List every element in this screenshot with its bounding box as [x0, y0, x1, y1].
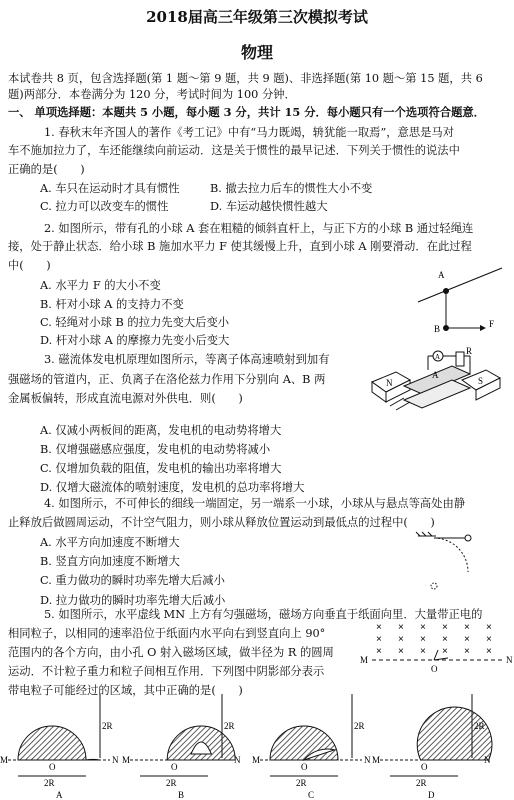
field-cross: ×: [464, 634, 470, 645]
intro-line-1: 本试卷共 8 页，包含选择题(第 1 题～第 9 题，共 9 题)、非选择题(第 10 题～第 15 题，共 6: [8, 72, 483, 85]
q2-line-1: 2. 如图所示，带有孔的小球 A 套在粗糙的倾斜直杆上，与正下方的小球 B 通过轻绳连: [44, 222, 474, 235]
q4-pendulum-figure: [404, 530, 484, 596]
q2-line-3: 中( ): [8, 259, 51, 272]
section-heading: 一、 单项选择题：本题共 5 小题，每小题 3 分，共计 15 分．每小题只有一个选项符合题意．: [8, 105, 485, 119]
q2-option-d: D. 杆对小球 A 的摩擦力先变小后变大: [40, 334, 230, 347]
q4-option-b: B. 竖直方向加速度不断增大: [40, 555, 180, 568]
q1-line-3: 正确的是( ): [8, 163, 85, 176]
option-letter: A: [56, 790, 63, 800]
q1-line-1: 1. 春秋末年齐国人的著作《考工记》中有“马力既竭，辀犹能一取焉”，意思是马对: [44, 126, 455, 139]
q3-label-s: S: [478, 376, 484, 386]
q1-option-b: B. 撤去拉力后车的惯性大小不变: [210, 182, 373, 195]
option-label-n: N: [484, 755, 491, 765]
option-shaded-region: [270, 726, 338, 760]
field-cross: ×: [376, 622, 382, 633]
option-width-label: 2R: [44, 778, 55, 788]
option-label-n: N: [112, 755, 119, 765]
option-height-label: 2R: [474, 721, 485, 731]
q3-label-n: N: [386, 378, 393, 388]
q3-generator-figure: [366, 348, 506, 416]
q1-option-c: C. 拉力可以改变车的惯性: [40, 200, 169, 213]
option-height-label: 2R: [354, 721, 365, 731]
q5-field-figure: [360, 620, 513, 676]
q4-option-c: C. 重力做功的瞬时功率先增大后减小: [40, 574, 225, 587]
option-label-m: M: [122, 755, 131, 765]
field-cross: ×: [464, 622, 470, 633]
q4-option-a: A. 水平方向加速度不断增大: [40, 536, 180, 549]
field-cross: ×: [420, 646, 426, 657]
q2-label-a: A: [438, 270, 445, 280]
q2-line-2: 接，处于静止状态．给小球 B 施加水平力 F 使其缓慢上升，直到小球 A 刚要滑动．在此过程: [8, 240, 472, 253]
q3-option-c: C. 仅增加负载的阻值，发电机的输出功率将增大: [40, 462, 282, 475]
field-cross: ×: [398, 622, 404, 633]
q3-line-1: 3. 磁流体发电机原理如图所示，等离子体高速喷射到加有: [44, 353, 330, 366]
exam-title: 2018届高三年级第三次模拟考试: [146, 8, 368, 26]
option-label-n: N: [234, 755, 241, 765]
field-cross: ×: [442, 634, 448, 645]
field-cross: ×: [486, 646, 492, 657]
option-width-label: 2R: [416, 778, 427, 788]
q4-option-d: D. 拉力做功的瞬时功率先增大后减小: [40, 594, 226, 607]
field-cross: ×: [420, 634, 426, 645]
field-cross: ×: [442, 646, 448, 657]
field-cross: ×: [486, 634, 492, 645]
q5-line-4: 运动．不计粒子重力和粒子间相互作用．下列图中阴影部分表示: [8, 665, 325, 678]
option-label-o: O: [301, 762, 308, 772]
option-label-n: N: [364, 755, 371, 765]
option-height-label: 2R: [224, 721, 235, 731]
q5-line-1: 5. 如图所示，水平虚线 MN 上方有匀强磁场，磁场方向垂直于纸面向里．大量带正电的: [44, 608, 483, 621]
q3-ammeter-label: A: [435, 353, 441, 361]
option-height-label: 2R: [102, 721, 113, 731]
q3-option-a: A. 仅减小两板间的距离，发电机的电动势将增大: [40, 424, 282, 437]
q5-label-m: M: [360, 655, 369, 665]
q4-line-1: 4. 如图所示，不可伸长的细线一端固定，另一端系一小球，小球从与悬点等高处由静: [44, 497, 466, 510]
option-letter: B: [178, 790, 185, 800]
field-cross: ×: [398, 646, 404, 657]
q3-line-2: 强磁场的管道内，正、负离子在洛伦兹力作用下分别向 A、B 两: [8, 373, 326, 386]
q5-line-3: 范围内的各个方向，由小孔 O 射入磁场区域，做半径为 R 的圆周: [8, 646, 334, 659]
option-label-o: O: [49, 762, 56, 772]
field-cross: ×: [376, 634, 382, 645]
option-label-o: O: [421, 762, 428, 772]
option-label-m: M: [372, 755, 381, 765]
field-cross: ×: [420, 622, 426, 633]
field-cross: ×: [376, 646, 382, 657]
q3-option-b: B. 仅增强磁感应强度，发电机的电动势将减小: [40, 443, 271, 456]
option-width-label: 2R: [166, 778, 177, 788]
q3-option-d: D. 仅增大磁流体的喷射速度，发电机的总功率将增大: [40, 481, 305, 494]
field-cross: ×: [464, 646, 470, 657]
q5-label-o: O: [431, 664, 438, 674]
q5-line-5: 带电粒子可能经过的区域，其中正确的是( ): [8, 684, 243, 697]
q2-label-f: F: [489, 319, 495, 329]
q5-option-diagrams: [0, 700, 514, 800]
q2-label-b: B: [434, 324, 441, 334]
field-cross: ×: [398, 634, 404, 645]
q2-option-b: B. 杆对小球 A 的支持力不变: [40, 298, 184, 311]
option-shaded-region: [18, 726, 100, 760]
q2-rod-figure: [410, 262, 510, 340]
option-letter: D: [428, 790, 435, 800]
field-cross: ×: [486, 622, 492, 633]
q3-line-3: 金属板偏转，形成直流电源对外供电．则( ): [8, 392, 243, 405]
q5-label-n: N: [506, 655, 513, 665]
subject-title: 物理: [240, 43, 273, 62]
q1-option-a: A. 车只在运动时才具有惯性: [40, 182, 180, 195]
option-label-o: O: [171, 762, 178, 772]
q2-option-a: A. 水平力 F 的大小不变: [40, 279, 161, 292]
q5-line-2: 相同粒子，以相同的速率沿位于纸面内水平向右到竖直向上 90°: [8, 627, 326, 640]
option-width-label: 2R: [296, 778, 307, 788]
option-shaded-region: [417, 707, 492, 760]
option-letter: C: [308, 790, 315, 800]
q3-label-plate-a: A: [432, 370, 439, 380]
q5-options-svg: [0, 700, 514, 800]
field-cross: ×: [442, 622, 448, 633]
option-label-m: M: [0, 755, 9, 765]
q1-line-2: 车不施加拉力了，车还能继续向前运动．这是关于惯性的最早记述．下列关于惯性的说法中: [8, 144, 460, 157]
intro-line-2: 题)两部分．本卷满分为 120 分，考试时间为 100 分钟．: [8, 88, 296, 101]
q2-option-c: C. 轻绳对小球 B 的拉力先变大后变小: [40, 316, 230, 329]
option-label-m: M: [252, 755, 261, 765]
q3-label-r: R: [466, 346, 473, 356]
q1-option-d: D. 车运动越快惯性越大: [210, 200, 328, 213]
q4-line-2: 止释放后做圆周运动，不计空气阻力，则小球从释放位置运动到最低点的过程中( ): [8, 516, 435, 529]
